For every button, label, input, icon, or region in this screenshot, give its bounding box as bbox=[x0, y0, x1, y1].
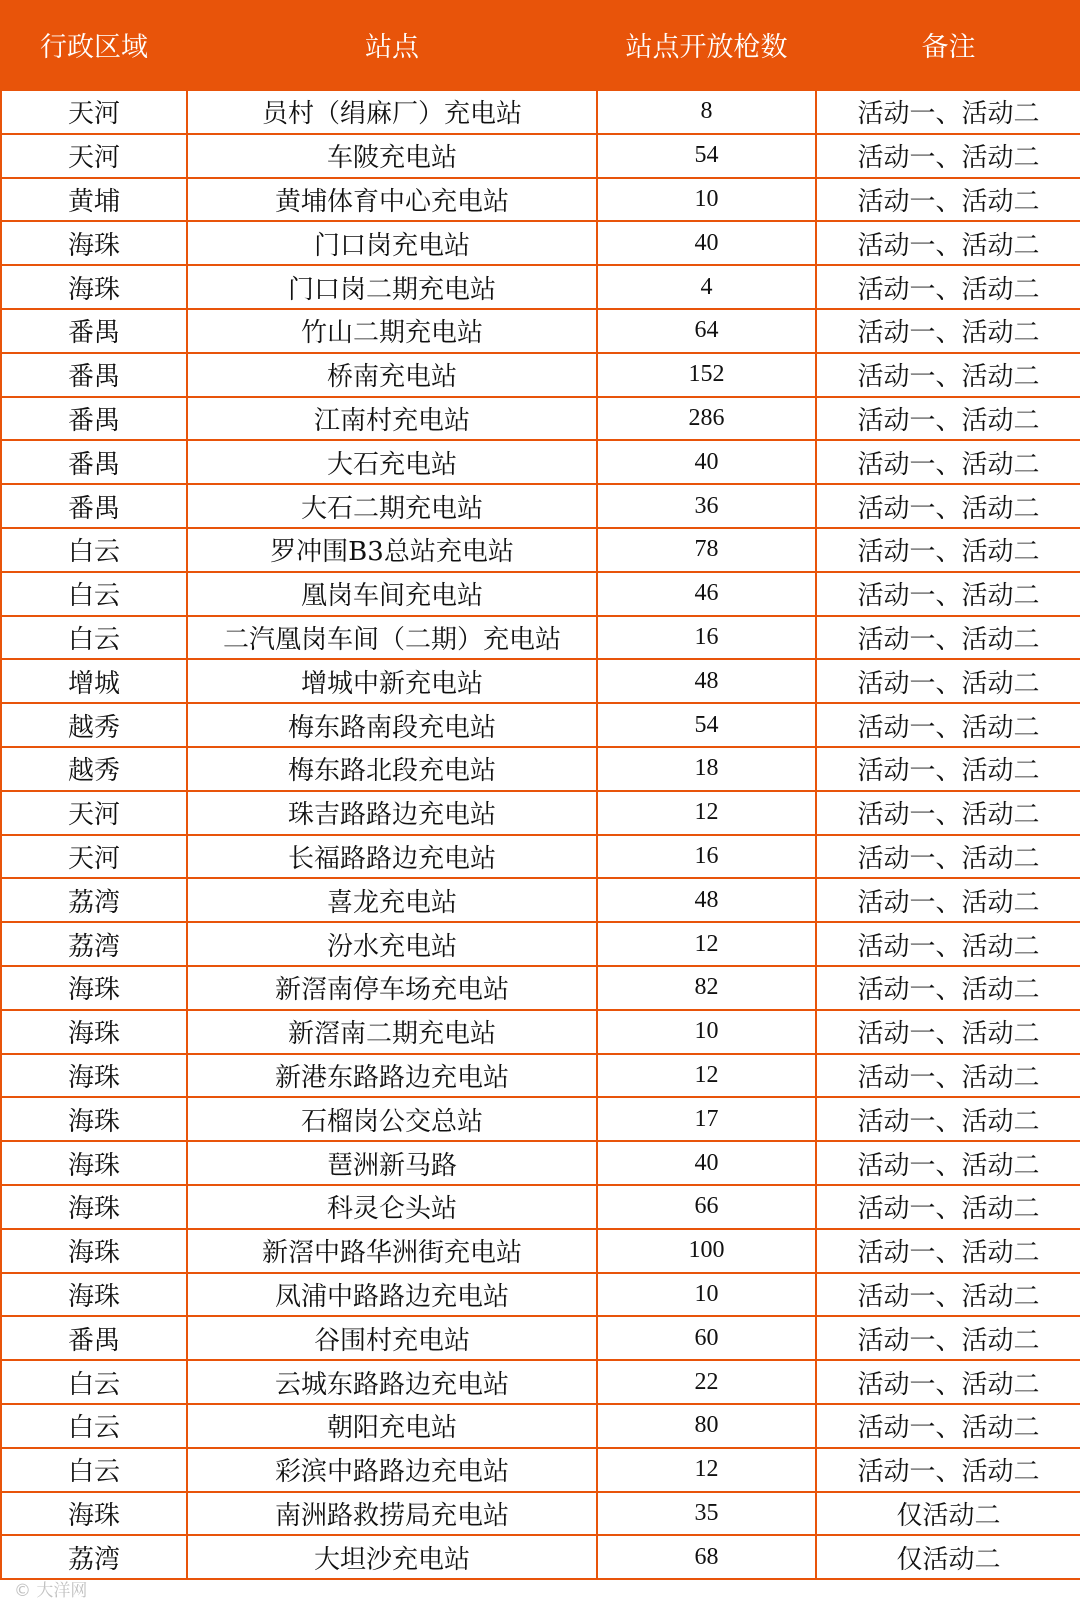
cell-gun-count: 66 bbox=[597, 1185, 816, 1229]
cell-remarks: 活动一、活动二 bbox=[816, 1141, 1080, 1185]
cell-remarks: 活动一、活动二 bbox=[816, 134, 1080, 178]
cell-gun-count: 64 bbox=[597, 309, 816, 353]
cell-station: 凤浦中路路边充电站 bbox=[187, 1273, 597, 1317]
cell-station: 门口岗充电站 bbox=[187, 221, 597, 265]
header-district: 行政区域 bbox=[1, 0, 187, 90]
cell-gun-count: 78 bbox=[597, 528, 816, 572]
cell-gun-count: 12 bbox=[597, 1054, 816, 1098]
cell-district: 海珠 bbox=[1, 966, 187, 1010]
watermark-logo: © 大洋网 bbox=[14, 1581, 88, 1601]
cell-station: 朝阳充电站 bbox=[187, 1404, 597, 1448]
cell-remarks: 活动一、活动二 bbox=[816, 309, 1080, 353]
cell-district: 天河 bbox=[1, 835, 187, 879]
cell-gun-count: 48 bbox=[597, 878, 816, 922]
cell-gun-count: 46 bbox=[597, 572, 816, 616]
cell-remarks: 活动一、活动二 bbox=[816, 922, 1080, 966]
cell-district: 荔湾 bbox=[1, 1535, 187, 1579]
cell-gun-count: 48 bbox=[597, 659, 816, 703]
table-row bbox=[1, 484, 1080, 528]
cell-station: 新滘南二期充电站 bbox=[187, 1010, 597, 1054]
header-gun-count: 站点开放枪数 bbox=[597, 0, 816, 90]
cell-station: 员村（绢麻厂）充电站 bbox=[187, 90, 597, 134]
cell-district: 海珠 bbox=[1, 1054, 187, 1098]
cell-remarks: 活动一、活动二 bbox=[816, 616, 1080, 660]
cell-remarks: 活动一、活动二 bbox=[816, 747, 1080, 791]
cell-district: 海珠 bbox=[1, 1141, 187, 1185]
cell-station: 长福路路边充电站 bbox=[187, 835, 597, 879]
cell-station: 南洲路救捞局充电站 bbox=[187, 1492, 597, 1536]
cell-district: 番禺 bbox=[1, 1316, 187, 1360]
cell-station: 云城东路路边充电站 bbox=[187, 1360, 597, 1404]
cell-gun-count: 12 bbox=[597, 1448, 816, 1492]
cell-gun-count: 10 bbox=[597, 1010, 816, 1054]
cell-remarks: 活动一、活动二 bbox=[816, 1054, 1080, 1098]
table-row bbox=[1, 397, 1080, 441]
cell-gun-count: 40 bbox=[597, 221, 816, 265]
cell-gun-count: 60 bbox=[597, 1316, 816, 1360]
cell-remarks: 活动一、活动二 bbox=[816, 791, 1080, 835]
cell-gun-count: 36 bbox=[597, 484, 816, 528]
table-row bbox=[1, 1316, 1080, 1360]
table-row bbox=[1, 134, 1080, 178]
cell-station: 桥南充电站 bbox=[187, 353, 597, 397]
cell-district: 白云 bbox=[1, 572, 187, 616]
table-row bbox=[1, 265, 1080, 309]
cell-remarks: 活动一、活动二 bbox=[816, 703, 1080, 747]
cell-gun-count: 16 bbox=[597, 616, 816, 660]
cell-remarks: 活动一、活动二 bbox=[816, 1273, 1080, 1317]
table-body bbox=[1, 90, 1080, 1579]
cell-station: 江南村充电站 bbox=[187, 397, 597, 441]
cell-gun-count: 17 bbox=[597, 1097, 816, 1141]
cell-gun-count: 100 bbox=[597, 1229, 816, 1273]
table-row bbox=[1, 1141, 1080, 1185]
cell-gun-count: 40 bbox=[597, 440, 816, 484]
watermark-text: 大洋网 bbox=[36, 1581, 88, 1601]
cell-station: 增城中新充电站 bbox=[187, 659, 597, 703]
cell-remarks: 活动一、活动二 bbox=[816, 353, 1080, 397]
cell-remarks: 活动一、活动二 bbox=[816, 1010, 1080, 1054]
table-row bbox=[1, 835, 1080, 879]
cell-gun-count: 54 bbox=[597, 134, 816, 178]
table-row bbox=[1, 1448, 1080, 1492]
cell-district: 荔湾 bbox=[1, 878, 187, 922]
cell-station: 二汽凰岗车间（二期）充电站 bbox=[187, 616, 597, 660]
cell-district: 海珠 bbox=[1, 221, 187, 265]
cell-station: 新港东路路边充电站 bbox=[187, 1054, 597, 1098]
table-row bbox=[1, 747, 1080, 791]
cell-district: 白云 bbox=[1, 1404, 187, 1448]
cell-district: 番禺 bbox=[1, 440, 187, 484]
cell-station: 新滘南停车场充电站 bbox=[187, 966, 597, 1010]
table-row bbox=[1, 791, 1080, 835]
cell-station: 喜龙充电站 bbox=[187, 878, 597, 922]
cell-district: 白云 bbox=[1, 528, 187, 572]
cell-district: 天河 bbox=[1, 791, 187, 835]
cell-district: 越秀 bbox=[1, 703, 187, 747]
cell-district: 天河 bbox=[1, 134, 187, 178]
cell-district: 白云 bbox=[1, 616, 187, 660]
table-row bbox=[1, 1185, 1080, 1229]
cell-gun-count: 68 bbox=[597, 1535, 816, 1579]
cell-district: 番禺 bbox=[1, 484, 187, 528]
table-row bbox=[1, 1010, 1080, 1054]
cell-district: 海珠 bbox=[1, 265, 187, 309]
cell-station: 梅东路北段充电站 bbox=[187, 747, 597, 791]
cell-station: 科灵仑头站 bbox=[187, 1185, 597, 1229]
cell-remarks: 活动一、活动二 bbox=[816, 572, 1080, 616]
table-row bbox=[1, 703, 1080, 747]
cell-remarks: 活动一、活动二 bbox=[816, 1448, 1080, 1492]
cell-district: 白云 bbox=[1, 1448, 187, 1492]
cell-gun-count: 152 bbox=[597, 353, 816, 397]
cell-station: 琶洲新马路 bbox=[187, 1141, 597, 1185]
cell-gun-count: 16 bbox=[597, 835, 816, 879]
cell-station: 珠吉路路边充电站 bbox=[187, 791, 597, 835]
header-row bbox=[1, 0, 1080, 90]
cell-station: 汾水充电站 bbox=[187, 922, 597, 966]
cell-district: 海珠 bbox=[1, 1010, 187, 1054]
cell-station: 罗冲围B3总站充电站 bbox=[187, 528, 597, 572]
cell-remarks: 活动一、活动二 bbox=[816, 484, 1080, 528]
cell-gun-count: 80 bbox=[597, 1404, 816, 1448]
table-row bbox=[1, 1492, 1080, 1536]
table-row bbox=[1, 966, 1080, 1010]
cell-gun-count: 10 bbox=[597, 178, 816, 222]
cell-remarks: 活动一、活动二 bbox=[816, 1404, 1080, 1448]
table-row bbox=[1, 440, 1080, 484]
cell-district: 荔湾 bbox=[1, 922, 187, 966]
cell-gun-count: 12 bbox=[597, 922, 816, 966]
cell-remarks: 活动一、活动二 bbox=[816, 221, 1080, 265]
cell-station: 门口岗二期充电站 bbox=[187, 265, 597, 309]
cell-remarks: 活动一、活动二 bbox=[816, 659, 1080, 703]
cell-district: 黄埔 bbox=[1, 178, 187, 222]
cell-remarks: 活动一、活动二 bbox=[816, 1097, 1080, 1141]
cell-remarks: 仅活动二 bbox=[816, 1492, 1080, 1536]
cell-station: 黄埔体育中心充电站 bbox=[187, 178, 597, 222]
table-row bbox=[1, 528, 1080, 572]
cell-remarks: 活动一、活动二 bbox=[816, 178, 1080, 222]
cell-gun-count: 8 bbox=[597, 90, 816, 134]
cell-gun-count: 286 bbox=[597, 397, 816, 441]
table-row bbox=[1, 616, 1080, 660]
cell-district: 番禺 bbox=[1, 397, 187, 441]
cell-station: 大石充电站 bbox=[187, 440, 597, 484]
cell-gun-count: 10 bbox=[597, 1273, 816, 1317]
cell-remarks: 活动一、活动二 bbox=[816, 878, 1080, 922]
cell-station: 大石二期充电站 bbox=[187, 484, 597, 528]
cell-gun-count: 22 bbox=[597, 1360, 816, 1404]
cell-gun-count: 82 bbox=[597, 966, 816, 1010]
cell-station: 彩滨中路路边充电站 bbox=[187, 1448, 597, 1492]
table-row bbox=[1, 221, 1080, 265]
cell-station: 石榴岗公交总站 bbox=[187, 1097, 597, 1141]
cell-station: 竹山二期充电站 bbox=[187, 309, 597, 353]
cell-remarks: 活动一、活动二 bbox=[816, 397, 1080, 441]
cell-district: 增城 bbox=[1, 659, 187, 703]
cell-gun-count: 4 bbox=[597, 265, 816, 309]
header-station: 站点 bbox=[187, 0, 597, 90]
cell-gun-count: 54 bbox=[597, 703, 816, 747]
cell-remarks: 活动一、活动二 bbox=[816, 90, 1080, 134]
cell-remarks: 活动一、活动二 bbox=[816, 1229, 1080, 1273]
cell-remarks: 活动一、活动二 bbox=[816, 835, 1080, 879]
cell-district: 海珠 bbox=[1, 1097, 187, 1141]
cell-gun-count: 40 bbox=[597, 1141, 816, 1185]
cell-remarks: 仅活动二 bbox=[816, 1535, 1080, 1579]
table-row bbox=[1, 178, 1080, 222]
cell-remarks: 活动一、活动二 bbox=[816, 966, 1080, 1010]
cell-district: 白云 bbox=[1, 1360, 187, 1404]
cell-station: 新滘中路华洲街充电站 bbox=[187, 1229, 597, 1273]
table-row bbox=[1, 1360, 1080, 1404]
cell-station: 梅东路南段充电站 bbox=[187, 703, 597, 747]
table-row bbox=[1, 353, 1080, 397]
table-row bbox=[1, 1054, 1080, 1098]
cell-district: 海珠 bbox=[1, 1273, 187, 1317]
cell-district: 天河 bbox=[1, 90, 187, 134]
cell-station: 凰岗车间充电站 bbox=[187, 572, 597, 616]
table-row bbox=[1, 659, 1080, 703]
cell-gun-count: 12 bbox=[597, 791, 816, 835]
cell-remarks: 活动一、活动二 bbox=[816, 1185, 1080, 1229]
table-header bbox=[1, 0, 1080, 90]
cell-gun-count: 35 bbox=[597, 1492, 816, 1536]
table-row bbox=[1, 1404, 1080, 1448]
cell-district: 越秀 bbox=[1, 747, 187, 791]
cell-gun-count: 18 bbox=[597, 747, 816, 791]
table-row bbox=[1, 1229, 1080, 1273]
cell-district: 海珠 bbox=[1, 1229, 187, 1273]
table-row bbox=[1, 1273, 1080, 1317]
cell-station: 大坦沙充电站 bbox=[187, 1535, 597, 1579]
cell-district: 海珠 bbox=[1, 1185, 187, 1229]
cell-remarks: 活动一、活动二 bbox=[816, 1316, 1080, 1360]
cell-station: 车陂充电站 bbox=[187, 134, 597, 178]
table-row bbox=[1, 1535, 1080, 1579]
cell-remarks: 活动一、活动二 bbox=[816, 440, 1080, 484]
table-row bbox=[1, 572, 1080, 616]
cell-remarks: 活动一、活动二 bbox=[816, 528, 1080, 572]
cell-district: 番禺 bbox=[1, 353, 187, 397]
cell-district: 海珠 bbox=[1, 1492, 187, 1536]
table-row bbox=[1, 90, 1080, 134]
table-row bbox=[1, 309, 1080, 353]
table-row bbox=[1, 1097, 1080, 1141]
cell-remarks: 活动一、活动二 bbox=[816, 1360, 1080, 1404]
header-remarks: 备注 bbox=[816, 0, 1080, 90]
table-row bbox=[1, 922, 1080, 966]
cell-district: 番禺 bbox=[1, 309, 187, 353]
cell-station: 谷围村充电站 bbox=[187, 1316, 597, 1360]
cell-remarks: 活动一、活动二 bbox=[816, 265, 1080, 309]
table-row bbox=[1, 878, 1080, 922]
